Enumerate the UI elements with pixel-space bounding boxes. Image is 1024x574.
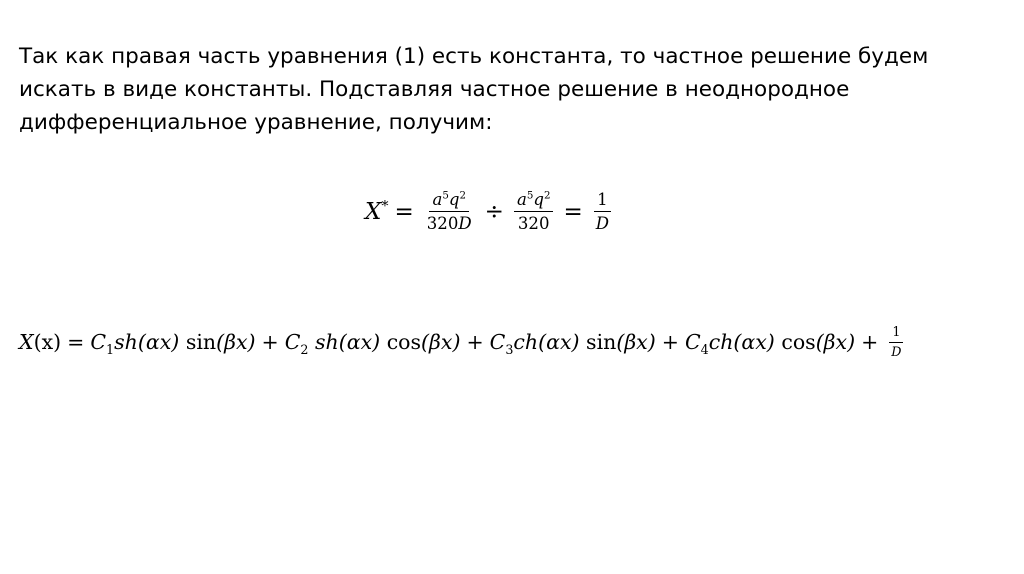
eq2-lhs: X(x) — [19, 330, 62, 355]
eq1-divide: ÷ — [484, 198, 504, 225]
eq2-term-4: $C_4ch(\alpha x)$ cos(βx) — [684, 330, 856, 358]
eq2-term-1: $C_1sh(\alpha x)$ sin(βx) — [90, 330, 256, 358]
eq2-plus-4: + — [861, 330, 879, 355]
eq1-fraction-1: $\frac{a^5q^2}{320D}$ — [426, 189, 472, 234]
eq1-fraction-3: $\frac{1}{D}$ — [595, 190, 610, 234]
eq1-equals-2: = — [563, 198, 583, 225]
eq2-term-3: $C_3ch(\alpha x)$ sin(βx) — [489, 330, 656, 358]
eq2-fraction: $\frac{1}{D}$ — [891, 324, 902, 359]
eq2-plus-3: + — [661, 330, 679, 355]
equation-particular-solution — [365, 190, 616, 233]
eq2-plus-2: + — [466, 330, 484, 355]
body-paragraph: Так как правая часть уравнения (1) есть константа, то частное решение будем искать в виде константы. Подставляя частное решение в неоднородное дифференциальное уравнение, получим: — [19, 44, 929, 135]
eq1-lhs: X* — [365, 197, 389, 225]
eq2-equals: = — [67, 330, 85, 355]
equation-general-solution — [19, 325, 908, 359]
eq1-fraction-2: $\frac{a^5q^2}{320}$ — [514, 190, 554, 233]
eq2-plus-1: + — [261, 330, 279, 355]
eq1-equals: = — [394, 198, 414, 225]
eq2-term-2: $C_2$ sh(αx) cos(βx) — [284, 330, 461, 358]
